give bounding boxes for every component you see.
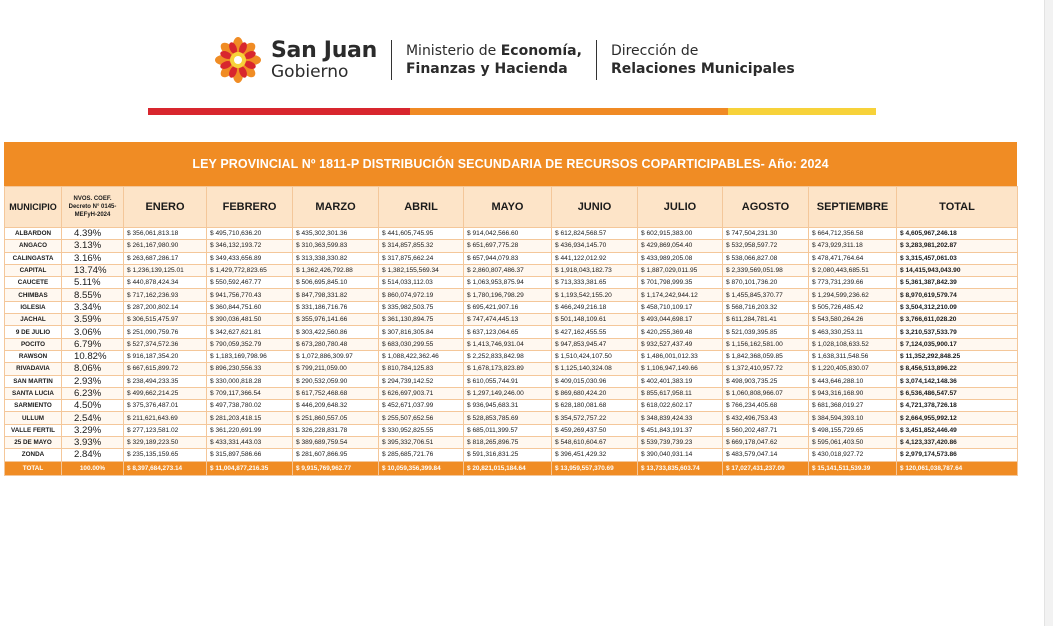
amount-cell: $ 432,496,753.43 [723, 412, 809, 424]
column-header: NVOS. COEF. Decreto N° 0145-MEFyH-2024 [62, 187, 124, 228]
brand-wordmark [271, 37, 377, 82]
distribution-table-container [4, 142, 1017, 476]
amount-cell: $ 869,680,424.20 [552, 387, 638, 399]
amount-cell: $ 446,209,648.32 [293, 400, 379, 412]
coef-cell: 4.50% [62, 400, 124, 412]
municipio-cell: POCITO [5, 338, 62, 350]
amount-cell: $ 435,302,301.36 [293, 228, 379, 240]
amount-cell: $ 349,433,656.89 [207, 252, 293, 264]
amount-cell: $ 810,784,125.83 [379, 363, 464, 375]
amount-cell: $ 281,203,418.15 [207, 412, 293, 424]
municipio-cell: JACHAL [5, 314, 62, 326]
total-cell: $ 4,605,967,246.18 [897, 228, 1018, 240]
total-cell: $ 5,361,387,842.39 [897, 277, 1018, 289]
total-amount: $ 20,821,015,184.64 [464, 461, 552, 475]
amount-cell: $ 1,088,422,362.46 [379, 350, 464, 362]
total-amount: $ 8,397,684,273.14 [124, 461, 207, 475]
amount-cell: $ 657,944,079.83 [464, 252, 552, 264]
ministry-line1: Ministerio de [405, 43, 501, 59]
table-total-row [5, 461, 1018, 475]
amount-cell: $ 1,072,886,309.97 [293, 350, 379, 362]
coef-cell: 3.93% [62, 437, 124, 449]
amount-cell: $ 1,429,772,823.65 [207, 264, 293, 276]
amount-cell: $ 595,061,403.50 [809, 437, 897, 449]
column-header: ABRIL [379, 187, 464, 228]
amount-cell: $ 521,039,395.85 [723, 326, 809, 338]
total-cell: $ 3,283,981,202.87 [897, 240, 1018, 252]
brand-main-text: San Juan [271, 37, 377, 63]
amount-cell: $ 681,368,019.27 [809, 400, 897, 412]
amount-cell: $ 860,074,972.19 [379, 289, 464, 301]
total-amount: $ 120,061,038,787.64 [897, 461, 1018, 475]
coef-cell: 2.84% [62, 449, 124, 461]
amount-cell: $ 1,887,029,011.95 [638, 264, 723, 276]
amount-cell: $ 1,183,169,798.96 [207, 350, 293, 362]
amount-cell: $ 255,507,652.56 [379, 412, 464, 424]
amount-cell: $ 651,697,775.28 [464, 240, 552, 252]
amount-cell: $ 235,135,159.65 [124, 449, 207, 461]
total-cell: $ 3,504,312,210.09 [897, 301, 1018, 313]
amount-cell: $ 612,824,568.57 [552, 228, 638, 240]
total-amount: $ 11,004,877,216.35 [207, 461, 293, 475]
amount-cell: $ 497,738,780.02 [207, 400, 293, 412]
amount-cell: $ 2,339,569,051.98 [723, 264, 809, 276]
coef-cell: 3.59% [62, 314, 124, 326]
amount-cell: $ 310,363,599.83 [293, 240, 379, 252]
coef-cell: 3.29% [62, 424, 124, 436]
screen-edge [1044, 0, 1053, 626]
coef-cell: 10.82% [62, 350, 124, 362]
ministry-name [406, 42, 582, 78]
table-row [5, 363, 1018, 375]
table-row [5, 437, 1018, 449]
amount-cell: $ 747,474,445.13 [464, 314, 552, 326]
amount-cell: $ 1,510,424,107.50 [552, 350, 638, 362]
amount-cell: $ 1,193,542,155.20 [552, 289, 638, 301]
amount-cell: $ 2,252,833,842.98 [464, 350, 552, 362]
amount-cell: $ 473,929,311.18 [809, 240, 897, 252]
amount-cell: $ 390,040,931.14 [638, 449, 723, 461]
direccion-line2: Relaciones Municipales [610, 61, 795, 77]
amount-cell: $ 356,061,813.18 [124, 228, 207, 240]
municipio-cell: IGLESIA [5, 301, 62, 313]
stripe-orange [410, 108, 728, 115]
amount-cell: $ 395,332,706.51 [379, 437, 464, 449]
amount-cell: $ 932,527,437.49 [638, 338, 723, 350]
amount-cell: $ 855,617,958.11 [638, 387, 723, 399]
total-cell: $ 14,415,943,043.90 [897, 264, 1018, 276]
amount-cell: $ 384,594,393.10 [809, 412, 897, 424]
coef-cell: 8.55% [62, 289, 124, 301]
amount-cell: $ 263,687,286.17 [124, 252, 207, 264]
amount-cell: $ 543,580,264.26 [809, 314, 897, 326]
amount-cell: $ 441,122,012.92 [552, 252, 638, 264]
amount-cell: $ 483,579,047.14 [723, 449, 809, 461]
amount-cell: $ 499,662,214.25 [124, 387, 207, 399]
amount-cell: $ 2,860,807,486.37 [464, 264, 552, 276]
municipio-cell: 25 DE MAYO [5, 437, 62, 449]
municipio-cell: SARMIENTO [5, 400, 62, 412]
table-row [5, 326, 1018, 338]
amount-cell: $ 261,167,980.90 [124, 240, 207, 252]
amount-cell: $ 667,615,899.72 [124, 363, 207, 375]
total-amount: $ 10,059,356,399.84 [379, 461, 464, 475]
page-header [213, 36, 795, 84]
amount-cell: $ 568,716,203.32 [723, 301, 809, 313]
header-divider-2 [596, 40, 597, 80]
total-cell: $ 6,536,486,547.57 [897, 387, 1018, 399]
amount-cell: $ 360,844,751.60 [207, 301, 293, 313]
amount-cell: $ 478,471,764.64 [809, 252, 897, 264]
amount-cell: $ 251,860,557.05 [293, 412, 379, 424]
table-row [5, 252, 1018, 264]
amount-cell: $ 1,174,242,944.12 [638, 289, 723, 301]
amount-cell: $ 773,731,239.66 [809, 277, 897, 289]
amount-cell: $ 560,202,487.71 [723, 424, 809, 436]
table-row [5, 424, 1018, 436]
amount-cell: $ 361,220,691.99 [207, 424, 293, 436]
brand-color-stripe [148, 108, 876, 115]
amount-cell: $ 458,710,109.17 [638, 301, 723, 313]
amount-cell: $ 317,875,662.24 [379, 252, 464, 264]
total-cell: $ 8,456,513,896.22 [897, 363, 1018, 375]
amount-cell: $ 495,710,636.20 [207, 228, 293, 240]
amount-cell: $ 1,297,149,246.00 [464, 387, 552, 399]
san-juan-sun-logo-icon [213, 36, 263, 84]
total-amount: $ 9,915,769,962.77 [293, 461, 379, 475]
table-row [5, 240, 1018, 252]
coef-cell: 8.06% [62, 363, 124, 375]
total-cell: $ 2,979,174,573.86 [897, 449, 1018, 461]
amount-cell: $ 420,255,369.48 [638, 326, 723, 338]
municipio-cell: RAWSON [5, 350, 62, 362]
amount-cell: $ 285,685,721.76 [379, 449, 464, 461]
amount-cell: $ 766,234,405.68 [723, 400, 809, 412]
amount-cell: $ 506,695,845.10 [293, 277, 379, 289]
amount-cell: $ 493,044,698.17 [638, 314, 723, 326]
table-title: LEY PROVINCIAL Nº 1811-P DISTRIBUCIÓN SECUNDARIA DE RECURSOS COPARTICIPABLES- Año: 2024 [4, 142, 1017, 186]
coef-cell: 3.16% [62, 252, 124, 264]
amount-cell: $ 313,338,330.82 [293, 252, 379, 264]
column-header: SEPTIEMBRE [809, 187, 897, 228]
total-cell: $ 3,766,611,028.20 [897, 314, 1018, 326]
table-row [5, 338, 1018, 350]
amount-cell: $ 626,697,903.71 [379, 387, 464, 399]
total-amount: $ 17,027,431,237.09 [723, 461, 809, 475]
amount-cell: $ 281,607,866.95 [293, 449, 379, 461]
amount-cell: $ 1,060,808,966.07 [723, 387, 809, 399]
amount-cell: $ 1,413,746,931.04 [464, 338, 552, 350]
municipio-cell: SANTA LUCIA [5, 387, 62, 399]
municipio-cell: RIVADAVIA [5, 363, 62, 375]
amount-cell: $ 527,374,572.36 [124, 338, 207, 350]
amount-cell: $ 514,033,112.03 [379, 277, 464, 289]
amount-cell: $ 1,918,043,182.73 [552, 264, 638, 276]
coef-cell: 6.79% [62, 338, 124, 350]
table-row [5, 400, 1018, 412]
amount-cell: $ 354,572,757.22 [552, 412, 638, 424]
amount-cell: $ 348,839,424.33 [638, 412, 723, 424]
amount-cell: $ 429,869,054.40 [638, 240, 723, 252]
amount-cell: $ 1,842,368,059.85 [723, 350, 809, 362]
amount-cell: $ 669,178,047.62 [723, 437, 809, 449]
amount-cell: $ 1,382,155,569.34 [379, 264, 464, 276]
amount-cell: $ 701,798,999.35 [638, 277, 723, 289]
municipio-cell: CAUCETE [5, 277, 62, 289]
distribution-table [4, 186, 1018, 476]
total-cell: $ 3,451,852,446.49 [897, 424, 1018, 436]
brand-sub-text: Gobierno [271, 61, 349, 82]
amount-cell: $ 430,018,927.72 [809, 449, 897, 461]
total-cell: $ 7,124,035,900.17 [897, 338, 1018, 350]
header-divider [391, 40, 392, 80]
amount-cell: $ 747,504,231.30 [723, 228, 809, 240]
amount-cell: $ 713,333,381.65 [552, 277, 638, 289]
amount-cell: $ 936,945,683.31 [464, 400, 552, 412]
amount-cell: $ 610,055,744.91 [464, 375, 552, 387]
amount-cell: $ 611,284,781.41 [723, 314, 809, 326]
amount-cell: $ 1,455,845,370.77 [723, 289, 809, 301]
amount-cell: $ 342,627,621.81 [207, 326, 293, 338]
amount-cell: $ 947,853,945.47 [552, 338, 638, 350]
coef-cell: 2.54% [62, 412, 124, 424]
amount-cell: $ 673,280,780.48 [293, 338, 379, 350]
amount-cell: $ 463,330,253.11 [809, 326, 897, 338]
coef-cell: 13.74% [62, 264, 124, 276]
amount-cell: $ 287,200,802.14 [124, 301, 207, 313]
municipio-cell: SAN MARTIN [5, 375, 62, 387]
total-label: TOTAL [5, 461, 62, 475]
amount-cell: $ 1,638,311,548.56 [809, 350, 897, 362]
municipio-cell: ULLUM [5, 412, 62, 424]
amount-cell: $ 1,780,196,798.29 [464, 289, 552, 301]
amount-cell: $ 306,515,475.97 [124, 314, 207, 326]
column-header: ENERO [124, 187, 207, 228]
amount-cell: $ 1,028,108,633.52 [809, 338, 897, 350]
amount-cell: $ 1,294,599,236.62 [809, 289, 897, 301]
municipio-cell: CHIMBAS [5, 289, 62, 301]
amount-cell: $ 331,186,716.76 [293, 301, 379, 313]
table-row [5, 350, 1018, 362]
table-row [5, 375, 1018, 387]
total-coef: 100.00% [62, 461, 124, 475]
amount-cell: $ 548,610,604.67 [552, 437, 638, 449]
municipio-cell: ZONDA [5, 449, 62, 461]
amount-cell: $ 818,265,896.75 [464, 437, 552, 449]
amount-cell: $ 1,486,001,012.33 [638, 350, 723, 362]
amount-cell: $ 326,228,831.78 [293, 424, 379, 436]
amount-cell: $ 683,030,299.55 [379, 338, 464, 350]
amount-cell: $ 591,316,831.25 [464, 449, 552, 461]
amount-cell: $ 550,592,467.77 [207, 277, 293, 289]
amount-cell: $ 914,042,566.60 [464, 228, 552, 240]
amount-cell: $ 303,422,560.86 [293, 326, 379, 338]
amount-cell: $ 375,376,487.01 [124, 400, 207, 412]
amount-cell: $ 1,678,173,823.89 [464, 363, 552, 375]
amount-cell: $ 532,958,597.72 [723, 240, 809, 252]
column-header: MAYO [464, 187, 552, 228]
direccion-name [611, 42, 795, 78]
amount-cell: $ 330,000,818.28 [207, 375, 293, 387]
amount-cell: $ 498,155,729.65 [809, 424, 897, 436]
amount-cell: $ 290,532,059.90 [293, 375, 379, 387]
amount-cell: $ 361,130,894.75 [379, 314, 464, 326]
stripe-red [148, 108, 410, 115]
stripe-yellow [728, 108, 876, 115]
ministry-line2: Finanzas y Hacienda [405, 61, 568, 77]
amount-cell: $ 943,316,168.90 [809, 387, 897, 399]
amount-cell: $ 1,372,410,957.72 [723, 363, 809, 375]
amount-cell: $ 330,952,825.55 [379, 424, 464, 436]
amount-cell: $ 466,249,216.18 [552, 301, 638, 313]
coef-cell: 5.11% [62, 277, 124, 289]
coef-cell: 3.13% [62, 240, 124, 252]
table-row [5, 277, 1018, 289]
amount-cell: $ 2,080,443,685.51 [809, 264, 897, 276]
amount-cell: $ 602,915,383.00 [638, 228, 723, 240]
column-header: TOTAL [897, 187, 1018, 228]
coef-cell: 4.39% [62, 228, 124, 240]
table-body [5, 228, 1018, 462]
column-header: MARZO [293, 187, 379, 228]
municipio-cell: ALBARDON [5, 228, 62, 240]
amount-cell: $ 238,494,233.35 [124, 375, 207, 387]
amount-cell: $ 436,934,145.70 [552, 240, 638, 252]
amount-cell: $ 452,671,037.99 [379, 400, 464, 412]
amount-cell: $ 790,059,352.79 [207, 338, 293, 350]
amount-cell: $ 916,187,354.20 [124, 350, 207, 362]
amount-cell: $ 505,726,485.42 [809, 301, 897, 313]
coef-cell: 2.93% [62, 375, 124, 387]
total-cell: $ 8,970,619,579.74 [897, 289, 1018, 301]
amount-cell: $ 451,843,191.37 [638, 424, 723, 436]
total-cell: $ 3,210,537,533.79 [897, 326, 1018, 338]
amount-cell: $ 346,132,193.72 [207, 240, 293, 252]
amount-cell: $ 896,230,556.33 [207, 363, 293, 375]
total-cell: $ 2,664,955,992.12 [897, 412, 1018, 424]
municipio-cell: VALLE FERTIL [5, 424, 62, 436]
amount-cell: $ 402,401,383.19 [638, 375, 723, 387]
amount-cell: $ 277,123,581.02 [124, 424, 207, 436]
table-row [5, 387, 1018, 399]
amount-cell: $ 941,756,770.43 [207, 289, 293, 301]
amount-cell: $ 329,189,223.50 [124, 437, 207, 449]
amount-cell: $ 314,857,855.32 [379, 240, 464, 252]
amount-cell: $ 459,269,437.50 [552, 424, 638, 436]
table-row [5, 412, 1018, 424]
column-header: FEBRERO [207, 187, 293, 228]
column-header: AGOSTO [723, 187, 809, 228]
column-header: JUNIO [552, 187, 638, 228]
amount-cell: $ 294,739,142.52 [379, 375, 464, 387]
table-row [5, 314, 1018, 326]
total-cell: $ 3,074,142,148.36 [897, 375, 1018, 387]
municipio-cell: CAPITAL [5, 264, 62, 276]
amount-cell: $ 870,101,736.20 [723, 277, 809, 289]
coef-cell: 6.23% [62, 387, 124, 399]
amount-cell: $ 1,156,162,581.00 [723, 338, 809, 350]
amount-cell: $ 433,331,443.03 [207, 437, 293, 449]
municipio-cell: CALINGASTA [5, 252, 62, 264]
total-amount: $ 13,733,835,603.74 [638, 461, 723, 475]
amount-cell: $ 441,605,745.95 [379, 228, 464, 240]
table-row [5, 264, 1018, 276]
total-cell: $ 3,315,457,061.03 [897, 252, 1018, 264]
amount-cell: $ 501,148,109.61 [552, 314, 638, 326]
amount-cell: $ 717,162,236.93 [124, 289, 207, 301]
amount-cell: $ 443,646,288.10 [809, 375, 897, 387]
amount-cell: $ 315,897,586.66 [207, 449, 293, 461]
municipio-cell: 9 DE JULIO [5, 326, 62, 338]
amount-cell: $ 538,066,827.08 [723, 252, 809, 264]
amount-cell: $ 409,015,030.96 [552, 375, 638, 387]
table-row [5, 449, 1018, 461]
amount-cell: $ 618,022,602.17 [638, 400, 723, 412]
amount-cell: $ 1,236,139,125.01 [124, 264, 207, 276]
amount-cell: $ 498,903,735.25 [723, 375, 809, 387]
column-header: JULIO [638, 187, 723, 228]
column-header: MUNICIPIO [5, 187, 62, 228]
amount-cell: $ 1,106,947,149.66 [638, 363, 723, 375]
amount-cell: $ 1,362,426,792.88 [293, 264, 379, 276]
municipio-cell: ANGACO [5, 240, 62, 252]
amount-cell: $ 1,220,405,830.07 [809, 363, 897, 375]
total-cell: $ 11,352,292,848.25 [897, 350, 1018, 362]
amount-cell: $ 251,090,759.76 [124, 326, 207, 338]
amount-cell: $ 799,211,059.00 [293, 363, 379, 375]
amount-cell: $ 390,036,481.50 [207, 314, 293, 326]
amount-cell: $ 440,878,424.34 [124, 277, 207, 289]
amount-cell: $ 664,712,356.58 [809, 228, 897, 240]
coef-cell: 3.06% [62, 326, 124, 338]
amount-cell: $ 355,976,141.66 [293, 314, 379, 326]
amount-cell: $ 695,421,907.16 [464, 301, 552, 313]
amount-cell: $ 1,063,953,875.94 [464, 277, 552, 289]
amount-cell: $ 628,180,081.68 [552, 400, 638, 412]
amount-cell: $ 617,752,468.68 [293, 387, 379, 399]
ministry-line1-bold: Economía, [500, 43, 582, 59]
table-header-row [5, 187, 1018, 228]
amount-cell: $ 396,451,429.32 [552, 449, 638, 461]
amount-cell: $ 847,798,331.82 [293, 289, 379, 301]
amount-cell: $ 427,162,455.55 [552, 326, 638, 338]
amount-cell: $ 539,739,739.23 [638, 437, 723, 449]
amount-cell: $ 211,621,643.69 [124, 412, 207, 424]
amount-cell: $ 307,816,305.84 [379, 326, 464, 338]
amount-cell: $ 1,125,140,324.08 [552, 363, 638, 375]
table-row [5, 228, 1018, 240]
table-row [5, 289, 1018, 301]
total-amount: $ 13,959,557,370.69 [552, 461, 638, 475]
total-amount: $ 15,141,511,539.39 [809, 461, 897, 475]
table-row [5, 301, 1018, 313]
total-cell: $ 4,721,378,726.18 [897, 400, 1018, 412]
amount-cell: $ 685,011,399.57 [464, 424, 552, 436]
amount-cell: $ 433,989,205.08 [638, 252, 723, 264]
amount-cell: $ 709,117,366.54 [207, 387, 293, 399]
amount-cell: $ 528,853,785.69 [464, 412, 552, 424]
amount-cell: $ 389,689,759.54 [293, 437, 379, 449]
amount-cell: $ 335,982,503.75 [379, 301, 464, 313]
direccion-line1: Dirección de [610, 43, 699, 59]
coef-cell: 3.34% [62, 301, 124, 313]
total-cell: $ 4,123,337,420.86 [897, 437, 1018, 449]
amount-cell: $ 637,123,064.65 [464, 326, 552, 338]
